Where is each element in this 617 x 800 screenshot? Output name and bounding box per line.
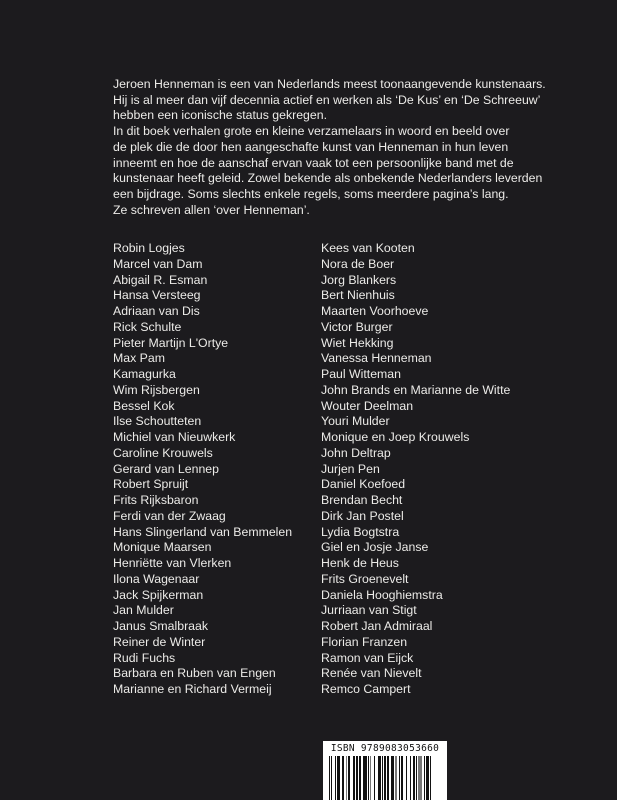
- contributor-name: Abigail R. Esman: [113, 272, 208, 287]
- contributor-name: Barbara en Ruben van Engen: [113, 666, 276, 681]
- contributor-name: Rudi Fuchs: [113, 650, 176, 665]
- contributor-name: Jan Mulder: [113, 603, 174, 618]
- blurb-line: de plek die de door hen aangeschafte kunst van Henneman in hun leven: [113, 139, 509, 154]
- contributor-name: Rick Schulte: [113, 319, 182, 334]
- blurb-line: Jeroen Henneman is een van Nederlands meest toonaangevende kunstenaars.: [113, 77, 546, 91]
- contributor-name: Robert Spruijt: [113, 477, 189, 492]
- contributor-name: Ramon van Eijck: [321, 650, 414, 665]
- contributor-name: Henriëtte van Vlerken: [113, 556, 232, 570]
- contributor-name: Paul Witteman: [321, 367, 401, 381]
- contributor-name: Michiel van Nieuwkerk: [113, 430, 236, 444]
- contributor-name: Bert Nienhuis: [321, 288, 395, 303]
- contributor-name: Ferdi van der Zwaag: [113, 508, 226, 523]
- back-cover-blurb: [113, 77, 593, 218]
- contributor-name: Hans Slingerland van Bemmelen: [113, 524, 293, 539]
- blurb-line: kunstenaar heeft geleid. Zowel bekende als onbekende Nederlanders leverden: [113, 171, 543, 186]
- contributor-name: Adriaan van Dis: [113, 304, 200, 318]
- contributor-name: Robin Logjes: [113, 241, 185, 255]
- contributor-name: Daniela Hooghiemstra: [321, 587, 443, 602]
- contributor-name: Frits Groenevelt: [321, 571, 409, 586]
- contributor-name: Wim Rijsbergen: [113, 382, 200, 397]
- contributor-name: Daniel Koefoed: [321, 477, 406, 492]
- blurb-line: hebben een iconische status gekregen.: [113, 108, 327, 123]
- contributor-name: Victor Burger: [321, 319, 393, 334]
- contributor-name: Youri Mulder: [321, 414, 390, 429]
- contributor-name: Jurjen Pen: [321, 461, 380, 476]
- contributor-name: John Deltrap: [321, 445, 391, 460]
- isbn-barcode: [323, 741, 447, 800]
- contributor-name: Monique Maarsen: [113, 540, 212, 555]
- blurb-line: In dit boek verhalen grote en kleine verzamelaars in woord en beeld over: [113, 124, 510, 139]
- contributor-name: Maarten Voorhoeve: [321, 304, 429, 318]
- contributors-column-1: [113, 241, 292, 698]
- contributor-name: Florian Franzen: [321, 634, 408, 649]
- blurb-line: een bijdrage. Soms slechts enkele regels, soms meerdere pagina’s lang.: [113, 186, 509, 201]
- contributor-name: John Brands en Marianne de Witte: [321, 382, 511, 397]
- contributor-name: Vanessa Henneman: [321, 351, 432, 366]
- contributor-name: Dirk Jan Postel: [321, 508, 404, 523]
- barcode-bar: [431, 756, 432, 800]
- contributor-name: Renée van Nievelt: [321, 666, 422, 681]
- contributor-name: Max Pam: [113, 351, 165, 366]
- contributor-name: Bessel Kok: [113, 398, 175, 413]
- contributor-name: Wouter Deelman: [321, 398, 414, 413]
- contributor-name: Lydia Bogtstra: [321, 524, 400, 539]
- contributor-name: Remco Campert: [321, 682, 411, 696]
- contributor-name: Jack Spijkerman: [113, 587, 204, 602]
- contributor-name: Ilona Wagenaar: [113, 571, 200, 586]
- contributor-name: Ilse Schoutteten: [113, 414, 202, 429]
- contributor-name: Kamagurka: [113, 367, 176, 381]
- contributor-name: Henk de Heus: [321, 556, 399, 570]
- contributor-name: Kees van Kooten: [321, 241, 415, 255]
- contributors-column-2: [321, 241, 510, 698]
- contributor-name: Brendan Becht: [321, 493, 403, 507]
- contributor-name: Marianne en Richard Vermeij: [113, 682, 272, 696]
- barcode-bars: [329, 756, 441, 800]
- contributor-name: Giel en Josje Janse: [321, 540, 429, 555]
- contributor-name: Marcel van Dam: [113, 256, 203, 271]
- contributor-name: Gerard van Lennep: [113, 461, 219, 476]
- contributor-name: Reiner de Winter: [113, 634, 206, 649]
- blurb-line: Hij is al meer dan vijf decennia actief en werken als ‘De Kus’ en ‘De Schreeuw’: [113, 92, 541, 107]
- contributor-name: Frits Rijksbaron: [113, 493, 199, 507]
- contributor-name: Jorg Blankers: [321, 272, 397, 287]
- isbn-number: ISBN 9789083053660: [330, 743, 440, 754]
- contributor-name: Nora de Boer: [321, 256, 395, 271]
- contributor-name: Jurriaan van Stigt: [321, 603, 417, 618]
- contributor-name: Janus Smalbraak: [113, 619, 209, 633]
- contributor-name: Caroline Krouwels: [113, 445, 213, 460]
- blurb-line: inneemt en hoe de aanschaf ervan vaak tot een persoonlijke band met de: [113, 155, 514, 170]
- contributor-name: Robert Jan Admiraal: [321, 619, 433, 633]
- contributor-name: Hansa Versteeg: [113, 288, 201, 303]
- contributor-name: Monique en Joep Krouwels: [321, 430, 470, 444]
- contributor-name: Wiet Hekking: [321, 335, 394, 350]
- blurb-line: Ze schreven allen ‘over Henneman’.: [113, 202, 310, 217]
- contributor-name: Pieter Martijn L'Ortye: [113, 335, 229, 350]
